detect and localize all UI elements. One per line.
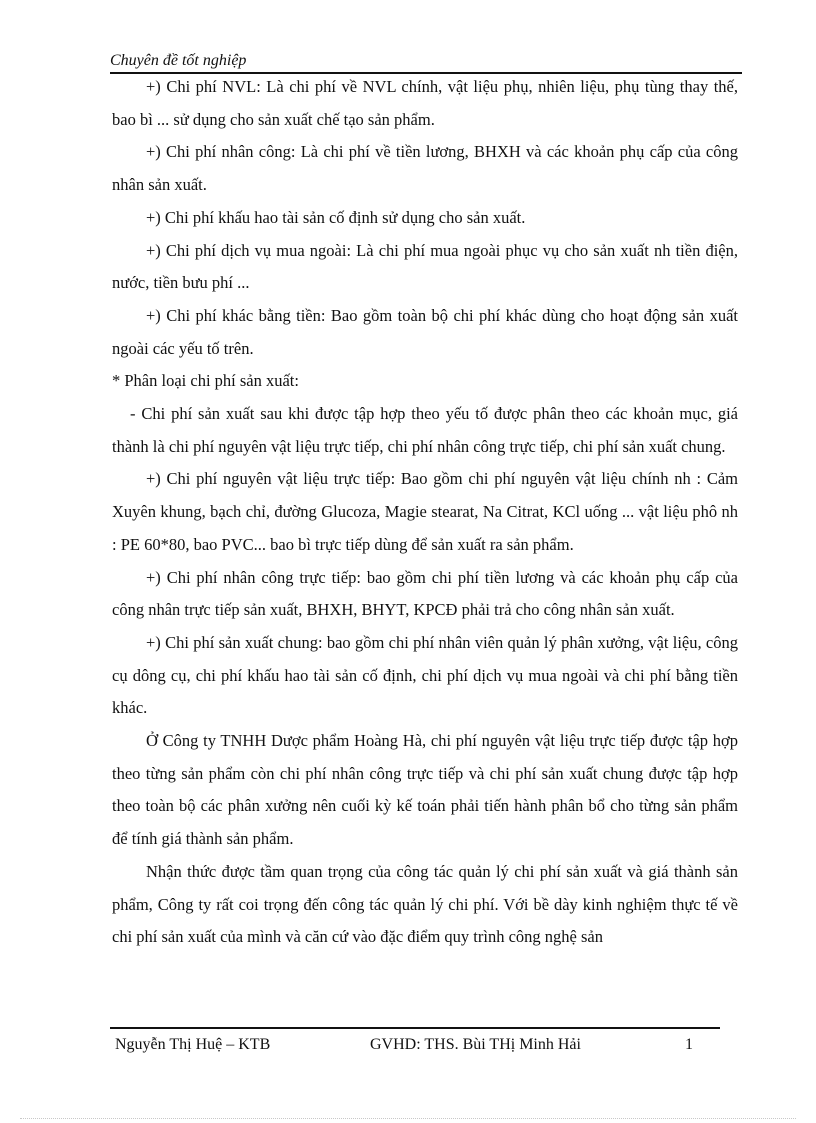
paragraph-other-cash-cost: +) Chi phí khác bằng tiền: Bao gồm toàn bộ chi phí khác dùng cho hoạt động sản xuất ngoài các yếu tố trên. — [112, 305, 738, 358]
paragraph-company-practice: Ở Công ty TNHH Dược phẩm Hoàng Hà, chi phí nguyên vật liệu trực tiếp được tập hợp theo từng sản phẩm còn chi phí nhân công trực tiếp và chi phí sản xuất chung được tập hợp theo toàn bộ các phân xưởng nên cuối kỳ kế toán phải tiến hành phân bổ cho từng sản phẩm để tính giá thành sản phẩm. — [112, 731, 738, 849]
paragraph-direct-labor: +) Chi phí nhân công trực tiếp: bao gồm chi phí tiền lương và các khoản phụ cấp của công nhân trực tiếp sản xuất, BHXH, BHYT, KPCĐ phải trả cho công nhân sản xuất. — [112, 567, 738, 620]
paragraph-classification: - Chi phí sản xuất sau khi được tập hợp theo yếu tố được phân theo các khoản mục, giá thành là chi phí nguyên vật liệu trực tiếp, chi phí nhân công trực tiếp, chi phí sản xuất chung. — [112, 404, 738, 456]
page-footer — [115, 1034, 720, 1056]
footer-author: Nguyễn Thị Huệ – KTB — [115, 1036, 271, 1053]
footer-advisor: GVHD: THS. Bùi THị Minh Hải — [370, 1036, 581, 1053]
paragraph-overhead: +) Chi phí sản xuất chung: bao gồm chi phí nhân viên quản lý phân xưởng, vật liệu, công cụ dông cụ, chi phí khấu hao tài sản cố định, chi phí dịch vụ mua ngoài và chi phí bằng tiền khác. — [112, 632, 738, 718]
section-heading-classification: * Phân loại chi phí sản xuất: — [112, 371, 299, 391]
page-number: 1 — [685, 1036, 693, 1053]
paragraph-direct-materials: +) Chi phí nguyên vật liệu trực tiếp: Bao gồm chi phí nguyên vật liệu chính nh : Cảm Xuyên khung, bạch chỉ, đường Glucoza, Magie stearat, Na Citrat, KCl uống ... vật liệu phô nh : PE 60*80, bao PVC... bao bì trực tiếp dùng để sản xuất ra sản phẩm. — [112, 469, 738, 554]
document-body — [112, 71, 738, 954]
footer-rule — [110, 1027, 720, 1029]
paragraph-awareness: Nhận thức được tầm quan trọng của công tác quản lý chi phí sản xuất và giá thành sản phẩm, Công ty rất coi trọng đến công tác quản lý chi phí. Với bề dày kinh nghiệm thực tế về chi phí sản xuất của mình và căn cứ vào đặc điểm quy trình công nghệ sản — [112, 861, 738, 947]
paragraph-nvl-cost: +) Chi phí NVL: Là chi phí về NVL chính, vật liệu phụ, nhiên liệu, phụ tùng thay thế, bao bì ... sử dụng cho sản xuất chế tạo sản phẩm. — [112, 77, 738, 129]
paragraph-depreciation: +) Chi phí khấu hao tài sản cố định sử dụng cho sản xuất. — [146, 207, 526, 227]
paragraph-outsourced-services: +) Chi phí dịch vụ mua ngoài: Là chi phí mua ngoài phục vụ cho sản xuất nh tiền điện, nước, tiền bưu phí ... — [112, 240, 738, 293]
paragraph-labor-cost: +) Chi phí nhân công: Là chi phí về tiền lương, BHXH và các khoản phụ cấp của công nhân sản xuất. — [112, 142, 738, 195]
header-title: Chuyên đề tốt nghiệp — [110, 52, 247, 69]
page-edge-divider — [20, 1118, 796, 1119]
